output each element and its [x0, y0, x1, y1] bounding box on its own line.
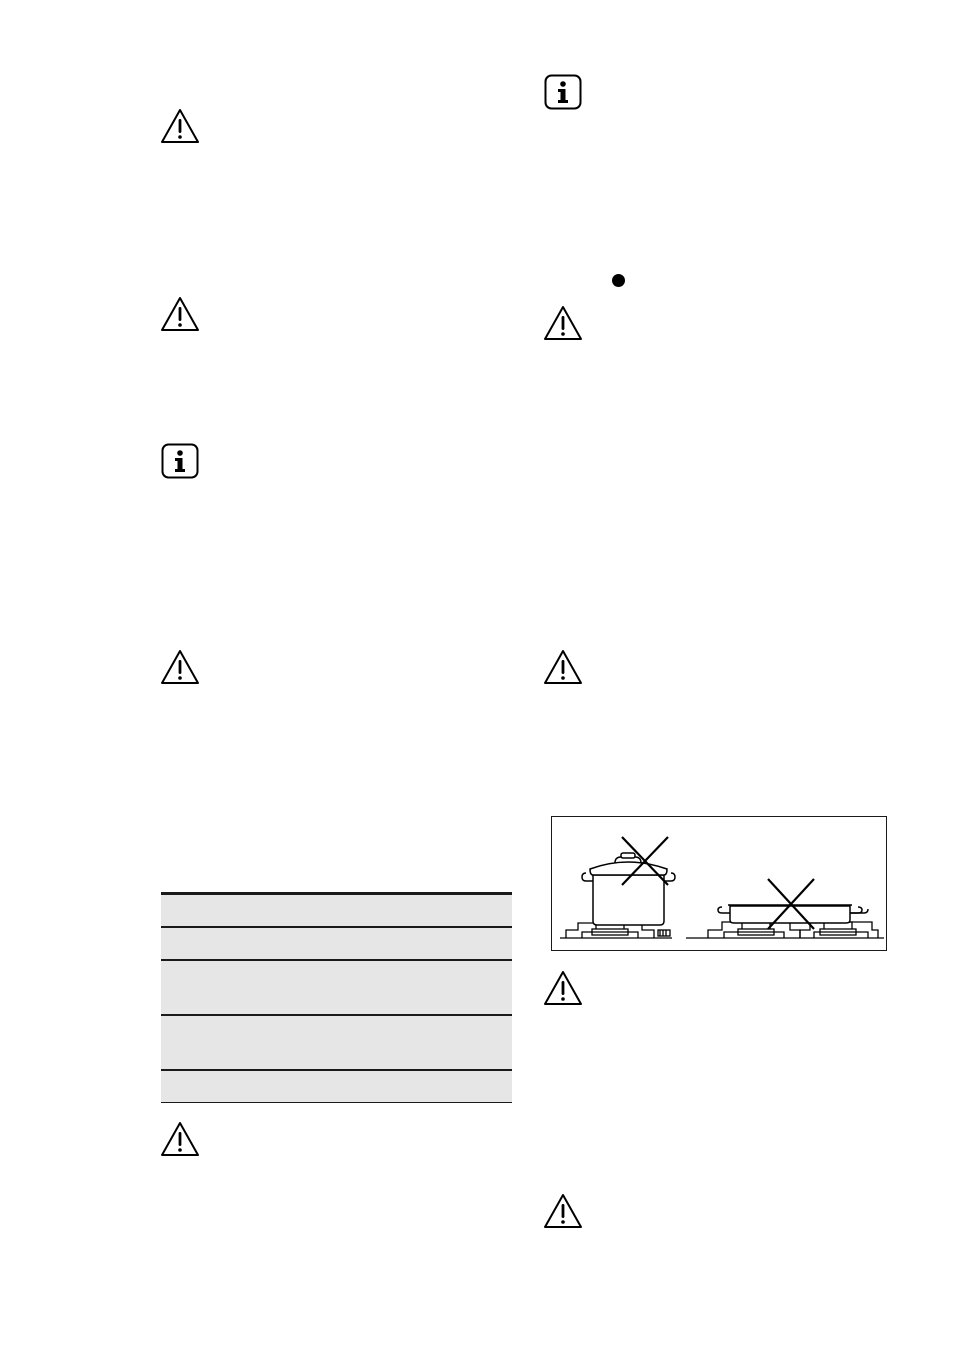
warning-triangle-icon — [543, 1193, 583, 1229]
warning-triangle-icon — [160, 1121, 200, 1157]
cookware-illustration — [551, 816, 887, 951]
table-row — [161, 961, 512, 1016]
info-icon — [161, 443, 199, 479]
table-row — [161, 895, 512, 928]
table-row — [161, 928, 512, 961]
info-icon — [544, 74, 582, 110]
bullet-icon — [612, 274, 625, 287]
table-row — [161, 1016, 512, 1071]
warning-triangle-icon — [543, 305, 583, 341]
warning-triangle-icon — [543, 649, 583, 685]
burner-right-icon — [686, 922, 884, 938]
warning-triangle-icon — [160, 296, 200, 332]
tall-pot-icon — [582, 853, 675, 925]
table-row — [161, 1071, 512, 1103]
warning-triangle-icon — [543, 970, 583, 1006]
warning-triangle-icon — [160, 649, 200, 685]
data-table — [161, 892, 512, 1103]
warning-triangle-icon — [160, 108, 200, 144]
